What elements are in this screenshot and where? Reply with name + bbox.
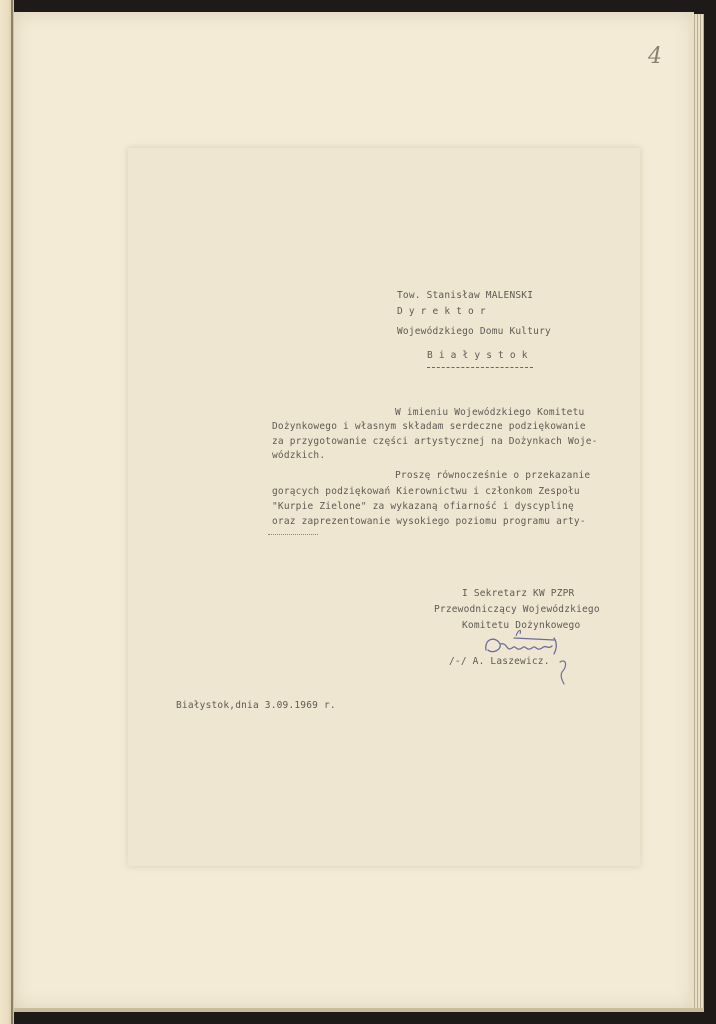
cut-off-text-line [268,534,318,539]
page-stack-edges [692,14,704,1008]
page-number: 4 [648,44,662,69]
signatory-position: I Sekretarz KW PZPR [462,588,575,599]
page-bottom-edge [14,1008,704,1012]
signatory-committee: Komitetu Dożynkowego [462,620,581,631]
body-line: Dożynkowego i własnym składam serdeczne podziękowanie [272,421,586,432]
addressee-institution: Wojewódzkiego Domu Kultury [397,326,551,337]
signatory-name: /-/ A. Laszewicz. [449,656,550,667]
addressee-title: D y r e k t o r [397,306,486,317]
signatory-role: Przewodniczący Wojewódzkiego [434,604,600,615]
body-line: oraz zaprezentowanie wysokiego poziomu programu arty- [272,516,586,527]
body-line: "Kurpie Zielone" za wykazaną ofiarność i dyscyplinę [272,501,574,512]
body-line: wódzkich. [272,450,326,461]
body-line: za przygotowanie części artystycznej na Dożynkach Woje- [272,436,598,447]
city-underline [427,367,533,368]
addressee-name: Tow. Stanisław MALENSKI [397,290,534,301]
body-line: Proszę równocześnie o przekazanie [395,470,591,481]
addressee-city: B i a ł y s t o k [427,350,528,361]
body-line: gorących podziękowań Kierownictwu i członkom Zespołu [272,486,580,497]
binding-edge [11,0,13,1024]
body-line: W imieniu Wojewódzkiego Komitetu [395,407,585,418]
place-date: Białystok,dnia 3.09.1969 r. [176,700,336,711]
